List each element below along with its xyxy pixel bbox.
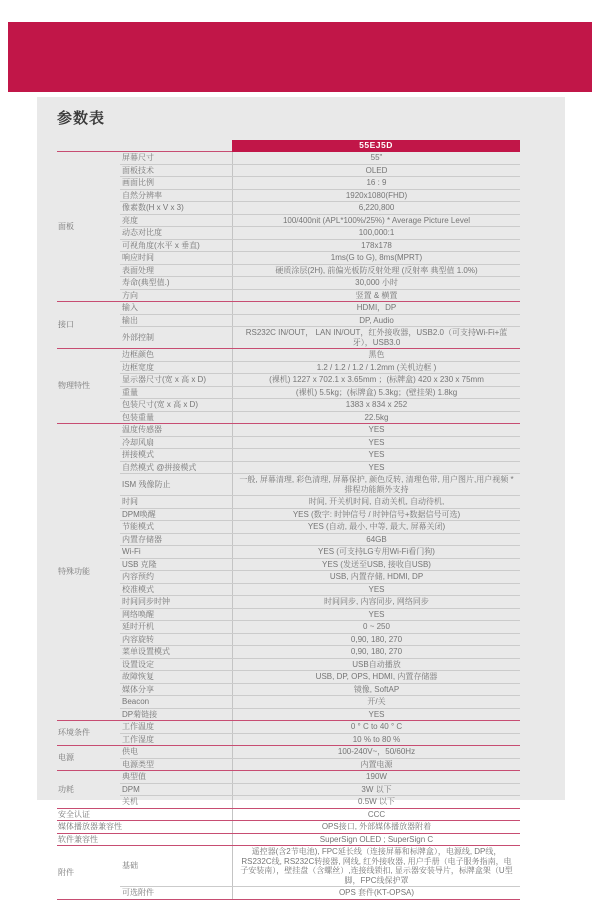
row-label: 屏幕尺寸 [122,153,154,162]
row-value: YES (数字: 时钟信号 / 时钟信号+数据信号可选) [232,509,520,521]
spec-row [120,387,520,400]
section-rows [120,424,520,720]
row-label: 自然模式 @拼接模式 [122,462,197,472]
spec-row [120,746,520,759]
row-value: 100,000:1 [232,227,520,239]
spec-row [232,821,520,833]
row-label: 动态对比度 [122,228,162,237]
row-label: 可选附件 [122,888,154,897]
spec-row [120,374,520,387]
spec-row [120,521,520,534]
row-label: 寿命(典型值.) [122,278,170,287]
spec-section [57,846,520,900]
row-label: USB 克隆 [122,559,157,569]
row-value: YES [232,437,520,449]
row-value: 22.5kg [232,412,520,424]
row-label: 菜单设置模式 [122,647,170,656]
row-label: 响应时间 [122,253,154,262]
spec-row [120,449,520,462]
spec-row [120,165,520,178]
row-value: 100-240V~，50/60Hz [232,746,520,758]
row-label: 电源类型 [122,759,154,769]
spec-row [120,634,520,647]
row-label: 网络唤醒 [122,609,154,619]
section-rows [120,721,520,745]
section-rows [232,834,520,846]
row-label: 亮度 [122,215,138,225]
row-value: 时间, 开关机时间, 自动关机, 自动待机, [232,496,520,508]
row-value: 100/400nit (APL*100%/25%) * Average Picture Level [232,215,520,227]
spec-row [120,671,520,684]
spec-section [57,302,520,349]
row-label: 故障恢复 [122,672,154,681]
row-value: 16 : 9 [232,177,520,189]
top-banner [8,22,592,92]
row-label: 输出 [122,315,138,325]
row-label: 基础 [122,861,138,871]
spec-row [120,887,520,899]
category-label: 环境条件 [58,728,90,738]
row-label: DPM [122,784,140,794]
spec-section [57,821,520,834]
row-value: 190W [232,771,520,783]
spec-row [120,277,520,290]
section-rows [232,809,520,821]
spec-row [120,474,520,496]
row-value: RS232C IN/OUT， LAN IN/OUT，红外接收器，USB2.0（可支持Wi-Fi+蓝牙），USB3.0 [232,327,520,348]
row-label: DPM唤醒 [122,509,156,519]
spec-section [57,771,520,809]
row-label: 可视角度(水平 x 垂直) [122,240,200,250]
row-value: 1920x1080(FHD) [232,190,520,202]
row-value: 黑色 [232,349,520,361]
spec-row [120,496,520,509]
spec-row [120,240,520,253]
row-value: 时间同步, 内容同步, 网络同步 [232,596,520,608]
row-value: YES (发送至USB, 接收自USB) [232,559,520,571]
row-label: 表面处理 [122,265,154,275]
row-value: 遥控器(含2节电池), FPC延长线（连接屏幕和标牌盒），电源线, DP线，RS232C线, RS232C转接器, 网线, 红外接收器, 用户手册（电子服务指南，电子安装南），壁挂盘（含螺丝）,连接线锁扣, 显示器安装导片，标牌盒架（U型脚，FPC线保护罩 [232,846,520,886]
row-label: 时间同步时钟 [122,597,170,606]
section-rows [120,349,520,423]
category-label: 附件 [58,867,74,877]
row-value: OPS 套件(KT-OPSA) [232,887,520,899]
spec-row [120,846,520,887]
row-label: 典型值 [122,772,146,781]
category-label: 安全认证 [58,809,90,819]
row-value: HDMI，DP [232,302,520,314]
row-label: 像素数(H x V x 3) [122,203,184,212]
section-rows [120,846,520,899]
row-value: YES [232,709,520,721]
category-label: 功耗 [58,784,74,794]
row-label: Wi-Fi [122,547,141,556]
section-rows [120,771,520,808]
section-rows [120,302,520,348]
row-value: 0.5W 以下 [232,796,520,808]
spec-row [120,796,520,808]
row-label: Beacon [122,697,150,706]
spec-row [232,834,520,846]
spec-row [120,252,520,265]
row-label: ISM 残像防止 [122,479,171,489]
row-label: 内置存储器 [122,534,162,544]
row-label: 显示器尺寸(宽 x 高 x D) [122,375,206,384]
row-value: USB自动播放 [232,659,520,671]
row-value: 硬质涂层(2H), 前偏光板防反射处理 (反射率 典型值 1.0%) [232,265,520,277]
row-label: 输入 [122,303,138,312]
spec-row [120,315,520,328]
row-label: 边框颜色 [122,350,154,359]
category-label: 物理特性 [58,381,90,391]
category-label: 软件兼容性 [58,834,98,844]
row-label: 边框宽度 [122,362,154,372]
spec-row [120,509,520,522]
section-rows [232,821,520,833]
row-value: 0,90, 180, 270 [232,634,520,646]
row-label: 工作湿度 [122,734,154,744]
row-value: 30,000 小时 [232,277,520,289]
spec-row [120,659,520,672]
row-value: OPS接口, 外部媒体播放器附着 [232,821,520,833]
category-label: 电源 [58,753,74,763]
spec-row [120,265,520,278]
category-label: 接口 [58,320,74,330]
row-label: 节能模式 [122,522,154,531]
row-value: (裸机) 5.5kg；(标牌盒) 5.3kg；(壁挂架) 1.8kg [232,387,520,399]
spec-row [120,424,520,437]
spec-row [120,362,520,375]
row-label: 媒体分享 [122,684,154,694]
table-header-row [57,140,520,152]
spec-table [57,140,520,900]
row-label: 供电 [122,747,138,756]
spec-row [120,227,520,240]
category-label: 媒体播放器兼容性 [58,822,122,831]
spec-row [120,559,520,572]
row-value: YES [232,609,520,621]
section-rows [120,746,520,770]
spec-section [57,809,520,822]
spec-row [120,784,520,797]
spec-row [120,290,520,302]
section-rows [120,152,520,301]
row-value: YES [232,424,520,436]
spec-row [120,734,520,746]
spec-section [57,152,520,302]
row-label: 内容旋转 [122,634,154,644]
row-value: 10 % to 80 % [232,734,520,746]
row-label: 画面比例 [122,178,154,187]
table-header-spacer [57,140,232,152]
spec-row [120,596,520,609]
row-label: 面板技术 [122,165,154,175]
row-value: 3W 以下 [232,784,520,796]
spec-row [120,215,520,228]
row-label: 工作温度 [122,722,154,731]
row-value: YES (可支持LG专用Wi-Fi看门狗) [232,546,520,558]
spec-row [120,534,520,547]
spec-section [57,424,520,721]
page-title: 参数表 [57,110,106,127]
row-value: 镜像, SoftAP [232,684,520,696]
category-label: 特殊功能 [58,567,90,577]
spec-row [120,437,520,450]
spec-row [120,152,520,165]
model-header: 55EJ5D [232,140,520,152]
row-value: (裸机) 1227 x 702.1 x 3.65mm ；(标牌盒) 420 x 230 x 75mm [232,374,520,386]
spec-row [120,721,520,734]
row-value: DP, Audio [232,315,520,327]
row-label: 内容预约 [122,572,154,581]
row-label: 延时开机 [122,622,154,631]
spec-row [120,202,520,215]
row-label: 拼接模式 [122,450,154,459]
spec-row [120,621,520,634]
row-value: YES [232,449,520,461]
row-value: OLED [232,165,520,177]
row-label: 温度传感器 [122,425,162,434]
spec-row [120,759,520,771]
spec-section [57,349,520,424]
spec-row [120,302,520,315]
row-value: YES [232,462,520,474]
row-value: USB, DP, OPS, HDMI, 内置存储器 [232,671,520,683]
row-value: 一般, 屏幕清理, 彩色清理, 屏幕保护, 颜色反转, 清理色带, 用户图片,用户视频 * 排程功能额外支持 [232,474,520,495]
spec-row [120,571,520,584]
row-label: 校准模式 [122,584,154,594]
spec-row [120,546,520,559]
row-label: 设置设定 [122,659,154,669]
spec-row [120,709,520,721]
row-value: USB, 内置存储, HDMI, DP [232,571,520,583]
category-label: 面板 [58,221,74,231]
row-value: 0,90, 180, 270 [232,646,520,658]
spec-row [120,684,520,697]
row-value: 内置电源 [232,759,520,771]
row-label: DP菊链接 [122,709,158,719]
spec-row [120,190,520,203]
row-value: 55" [232,152,520,164]
row-label: 自然分辨率 [122,190,162,200]
spec-row [120,349,520,362]
row-value: 178x178 [232,240,520,252]
row-label: 时间 [122,497,138,506]
row-value: 1.2 / 1.2 / 1.2 / 1.2mm (关机边框 ) [232,362,520,374]
row-value: 6,220,800 [232,202,520,214]
row-value: SuperSign OLED ; SuperSign C [232,834,520,846]
spec-row [120,609,520,622]
row-label: 包装尺寸(宽 x 高 x D) [122,400,198,409]
row-label: 冷却风扇 [122,437,154,447]
row-value: 1383 x 834 x 252 [232,399,520,411]
row-value: YES (自动, 最小, 中等, 最大, 屏幕关闭) [232,521,520,533]
row-value: 开/关 [232,696,520,708]
spec-row [120,462,520,475]
row-label: 外部控制 [122,332,154,342]
row-label: 重量 [122,387,138,397]
row-value: CCC [232,809,520,821]
row-value: 0 ~ 250 [232,621,520,633]
spec-row [120,399,520,412]
row-value: 1ms(G to G), 8ms(MPRT) [232,252,520,264]
spec-row [120,327,520,348]
spec-section [57,834,520,847]
row-label: 关机 [122,797,138,806]
spec-section [57,746,520,771]
spec-row [120,584,520,597]
row-value: 64GB [232,534,520,546]
spec-row [232,809,520,821]
row-label: 包装重量 [122,412,154,422]
spec-section [57,721,520,746]
spec-row [120,696,520,709]
spec-row [120,646,520,659]
row-label: 方向 [122,290,138,300]
spec-row [120,177,520,190]
row-value: 0 ° C to 40 ° C [232,721,520,733]
spec-row [120,412,520,424]
row-value: 竖置 & 横置 [232,290,520,302]
spec-row [120,771,520,784]
row-value: YES [232,584,520,596]
content-panel [37,97,565,897]
